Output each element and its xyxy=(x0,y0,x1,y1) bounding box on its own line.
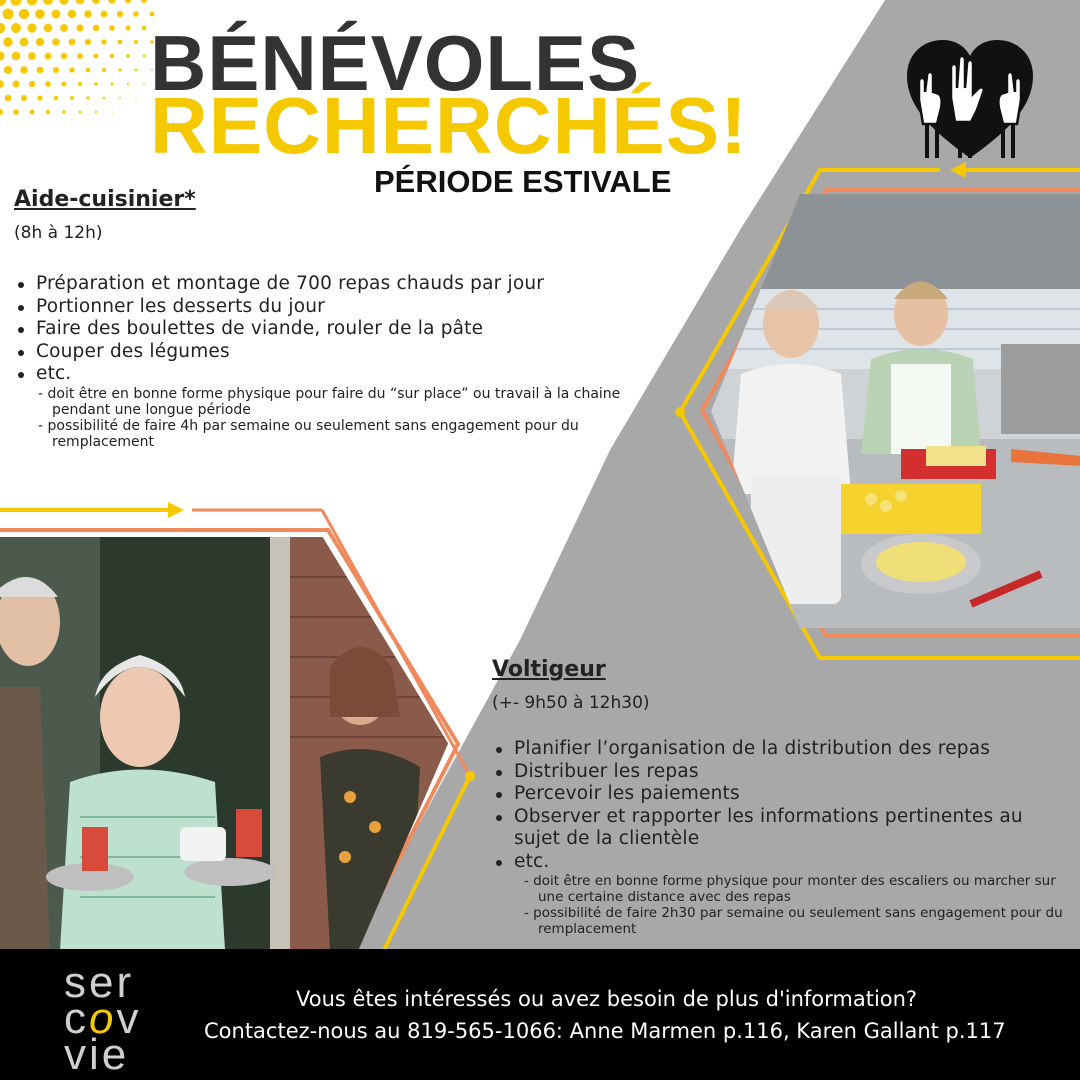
honeycomb-dot xyxy=(78,82,82,86)
honeycomb-dot xyxy=(68,10,76,18)
honeycomb-dot xyxy=(134,40,138,44)
honeycomb-dot xyxy=(84,10,92,18)
duty-item: Planifier l’organisation de la distribution des repas xyxy=(492,738,1072,761)
honeycomb-dot xyxy=(0,80,4,88)
honeycomb-dot xyxy=(21,95,27,101)
honeycomb-dot xyxy=(35,9,45,19)
honeycomb-dot xyxy=(111,83,114,86)
honeycomb-dot xyxy=(44,52,51,59)
honeycomb-dot xyxy=(86,96,89,99)
honeycomb-dot xyxy=(29,81,35,87)
duty-item: Portionner les desserts du jour xyxy=(14,296,664,319)
honeycomb-dot xyxy=(69,67,74,72)
honeycomb-dot xyxy=(76,24,83,31)
honeycomb-dot xyxy=(3,9,14,20)
honeycomb-dot xyxy=(37,67,44,74)
honeycomb-dot xyxy=(86,68,91,73)
job-aide-cuisinier xyxy=(14,186,664,450)
heart-hands-icon xyxy=(905,38,1035,160)
honeycomb-dot xyxy=(118,68,121,71)
honeycomb-dot xyxy=(108,0,115,4)
honeycomb-dot xyxy=(70,96,74,100)
arrow-head-left xyxy=(168,502,184,518)
note-item: - possibilité de faire 2h30 par semaine ou seulement sans engagement pour du remplacement xyxy=(524,905,1063,937)
honeycomb-dot xyxy=(79,111,82,114)
honeycomb-dot xyxy=(36,38,44,46)
honeycomb-dot xyxy=(19,9,29,19)
honeycomb-dot xyxy=(142,54,145,57)
honeycomb-dot xyxy=(95,111,97,113)
job-hours: (+- 9h50 à 12h30) xyxy=(492,693,650,713)
note-item: - doit être en bonne forme physique pour monter des escaliers ou marcher sur une certaine distance avec des repas xyxy=(524,873,1056,905)
contact-details: Contactez-nous au 819-565-1066: Anne Marmen p.116, Karen Gallant p.117 xyxy=(204,1019,1006,1043)
duty-item: Préparation et montage de 700 repas chauds par jour xyxy=(14,273,664,296)
honeycomb-dot xyxy=(28,52,36,60)
honeycomb-dot xyxy=(103,97,106,100)
honeycomb-dot xyxy=(125,0,132,3)
honeycomb-dot xyxy=(119,97,121,99)
honeycomb-dot xyxy=(118,40,123,45)
contact-question: Vous êtes intéressés ou avez besoin de plus d'information? xyxy=(296,987,918,1011)
honeycomb-dot xyxy=(141,0,147,3)
honeycomb-dot xyxy=(43,0,53,5)
honeycomb-dot xyxy=(117,11,123,17)
job-voltigeur xyxy=(492,656,1072,937)
title-line-2: RECHERCHÉS! xyxy=(150,81,748,170)
honeycomb-dot xyxy=(27,23,36,32)
honeycomb-dot xyxy=(109,25,115,31)
honeycomb-dot xyxy=(135,69,138,72)
job-title: Aide-cuisinier* xyxy=(14,187,196,212)
honeycomb-dot xyxy=(62,82,67,87)
honeycomb-dot xyxy=(93,25,100,32)
honeycomb-dot xyxy=(30,110,35,115)
honeycomb-dot xyxy=(94,82,98,86)
honeycomb-dot xyxy=(53,67,59,73)
job-title: Voltigeur xyxy=(492,657,606,682)
note-item: - doit être en bonne forme physique pour faire du “sur place” ou travail à la chaine pendant une longue période xyxy=(38,385,621,418)
honeycomb-dot xyxy=(61,53,67,59)
honeycomb-dot xyxy=(127,83,129,85)
logo-line-1: ser xyxy=(64,958,135,1007)
honeycomb-dot xyxy=(101,11,108,18)
note-list xyxy=(14,386,664,450)
honeycomb-dot xyxy=(12,52,20,60)
honeycomb-dot xyxy=(150,12,155,17)
honeycomb-dot xyxy=(37,95,42,100)
honeycomb-dot xyxy=(10,0,21,6)
honeycomb-dot xyxy=(142,26,146,30)
honeycomb-dot xyxy=(69,39,76,46)
honeycomb-dot xyxy=(54,96,59,101)
honeycomb-dot xyxy=(0,23,5,34)
honeycomb-dot xyxy=(59,0,68,5)
logo-line-2: cov xyxy=(64,994,142,1043)
duty-item: Couper des légumes xyxy=(14,341,664,364)
honeycomb-dot xyxy=(20,66,27,73)
honeycomb-dot xyxy=(126,54,130,58)
honeycomb-dot xyxy=(125,25,130,30)
honeycomb-dot xyxy=(135,97,136,98)
honeycomb-dot xyxy=(62,110,66,114)
honeycomb-dot xyxy=(85,39,91,45)
delivery-frame-dot xyxy=(465,771,475,781)
honeycomb-dot xyxy=(46,110,50,114)
sercovie-logo xyxy=(64,958,146,1079)
note-item: - possibilité de faire 4h par semaine ou seulement sans engagement pour du remplacement xyxy=(38,417,579,450)
honeycomb-dot xyxy=(0,0,6,6)
honeycomb-dot xyxy=(111,111,113,113)
honeycomb-dot xyxy=(20,38,29,47)
honeycomb-dot xyxy=(143,83,145,85)
honeycomb-dot xyxy=(44,24,53,33)
honeycomb-dot xyxy=(77,53,83,59)
honeycomb-dot xyxy=(76,0,85,4)
logo-line-3: vie xyxy=(64,1030,130,1079)
kitchen-frame-dot xyxy=(675,407,685,417)
honeycomb-dot xyxy=(3,37,13,47)
duty-item: Observer et rapporter les informations pertinentes au sujet de la clientèle xyxy=(492,806,1072,851)
honeycomb-dot xyxy=(52,38,59,45)
honeycomb-dot xyxy=(5,95,12,102)
honeycomb-dot xyxy=(45,81,51,87)
honeycomb-dot xyxy=(52,10,61,19)
honeycomb-dot xyxy=(92,0,100,4)
honeycomb-dot xyxy=(110,54,114,58)
duty-item: Faire des boulettes de viande, rouler de la pâte xyxy=(14,318,664,341)
honeycomb-dot xyxy=(102,68,106,72)
duty-list xyxy=(492,738,1072,873)
honeycomb-dot xyxy=(60,24,68,32)
duty-item: Percevoir les paiements xyxy=(492,783,1072,806)
note-list xyxy=(492,873,1072,937)
honeycomb-dot xyxy=(4,66,12,74)
duty-list xyxy=(14,273,664,386)
honeycomb-dot xyxy=(27,0,38,5)
title-line-1: BÉNÉVOLES xyxy=(150,19,641,107)
honeycomb-dot xyxy=(133,11,139,17)
honeycomb-dot xyxy=(93,53,98,58)
honeycomb-dot xyxy=(11,23,21,33)
honeycomb-dot xyxy=(13,109,19,115)
honeycomb-dot xyxy=(0,51,5,60)
job-hours: (8h à 12h) xyxy=(14,223,103,243)
honeycomb-dot xyxy=(101,39,106,44)
honeycomb-dot xyxy=(0,109,3,115)
footer xyxy=(0,949,1080,1080)
duty-item: Distribuer les repas xyxy=(492,761,1072,784)
subtitle: PÉRIODE ESTIVALE xyxy=(374,164,672,199)
duty-item: etc. xyxy=(14,363,664,386)
duty-item: etc. xyxy=(492,851,1072,874)
honeycomb-pattern xyxy=(0,0,154,115)
honeycomb-dot xyxy=(13,81,20,88)
